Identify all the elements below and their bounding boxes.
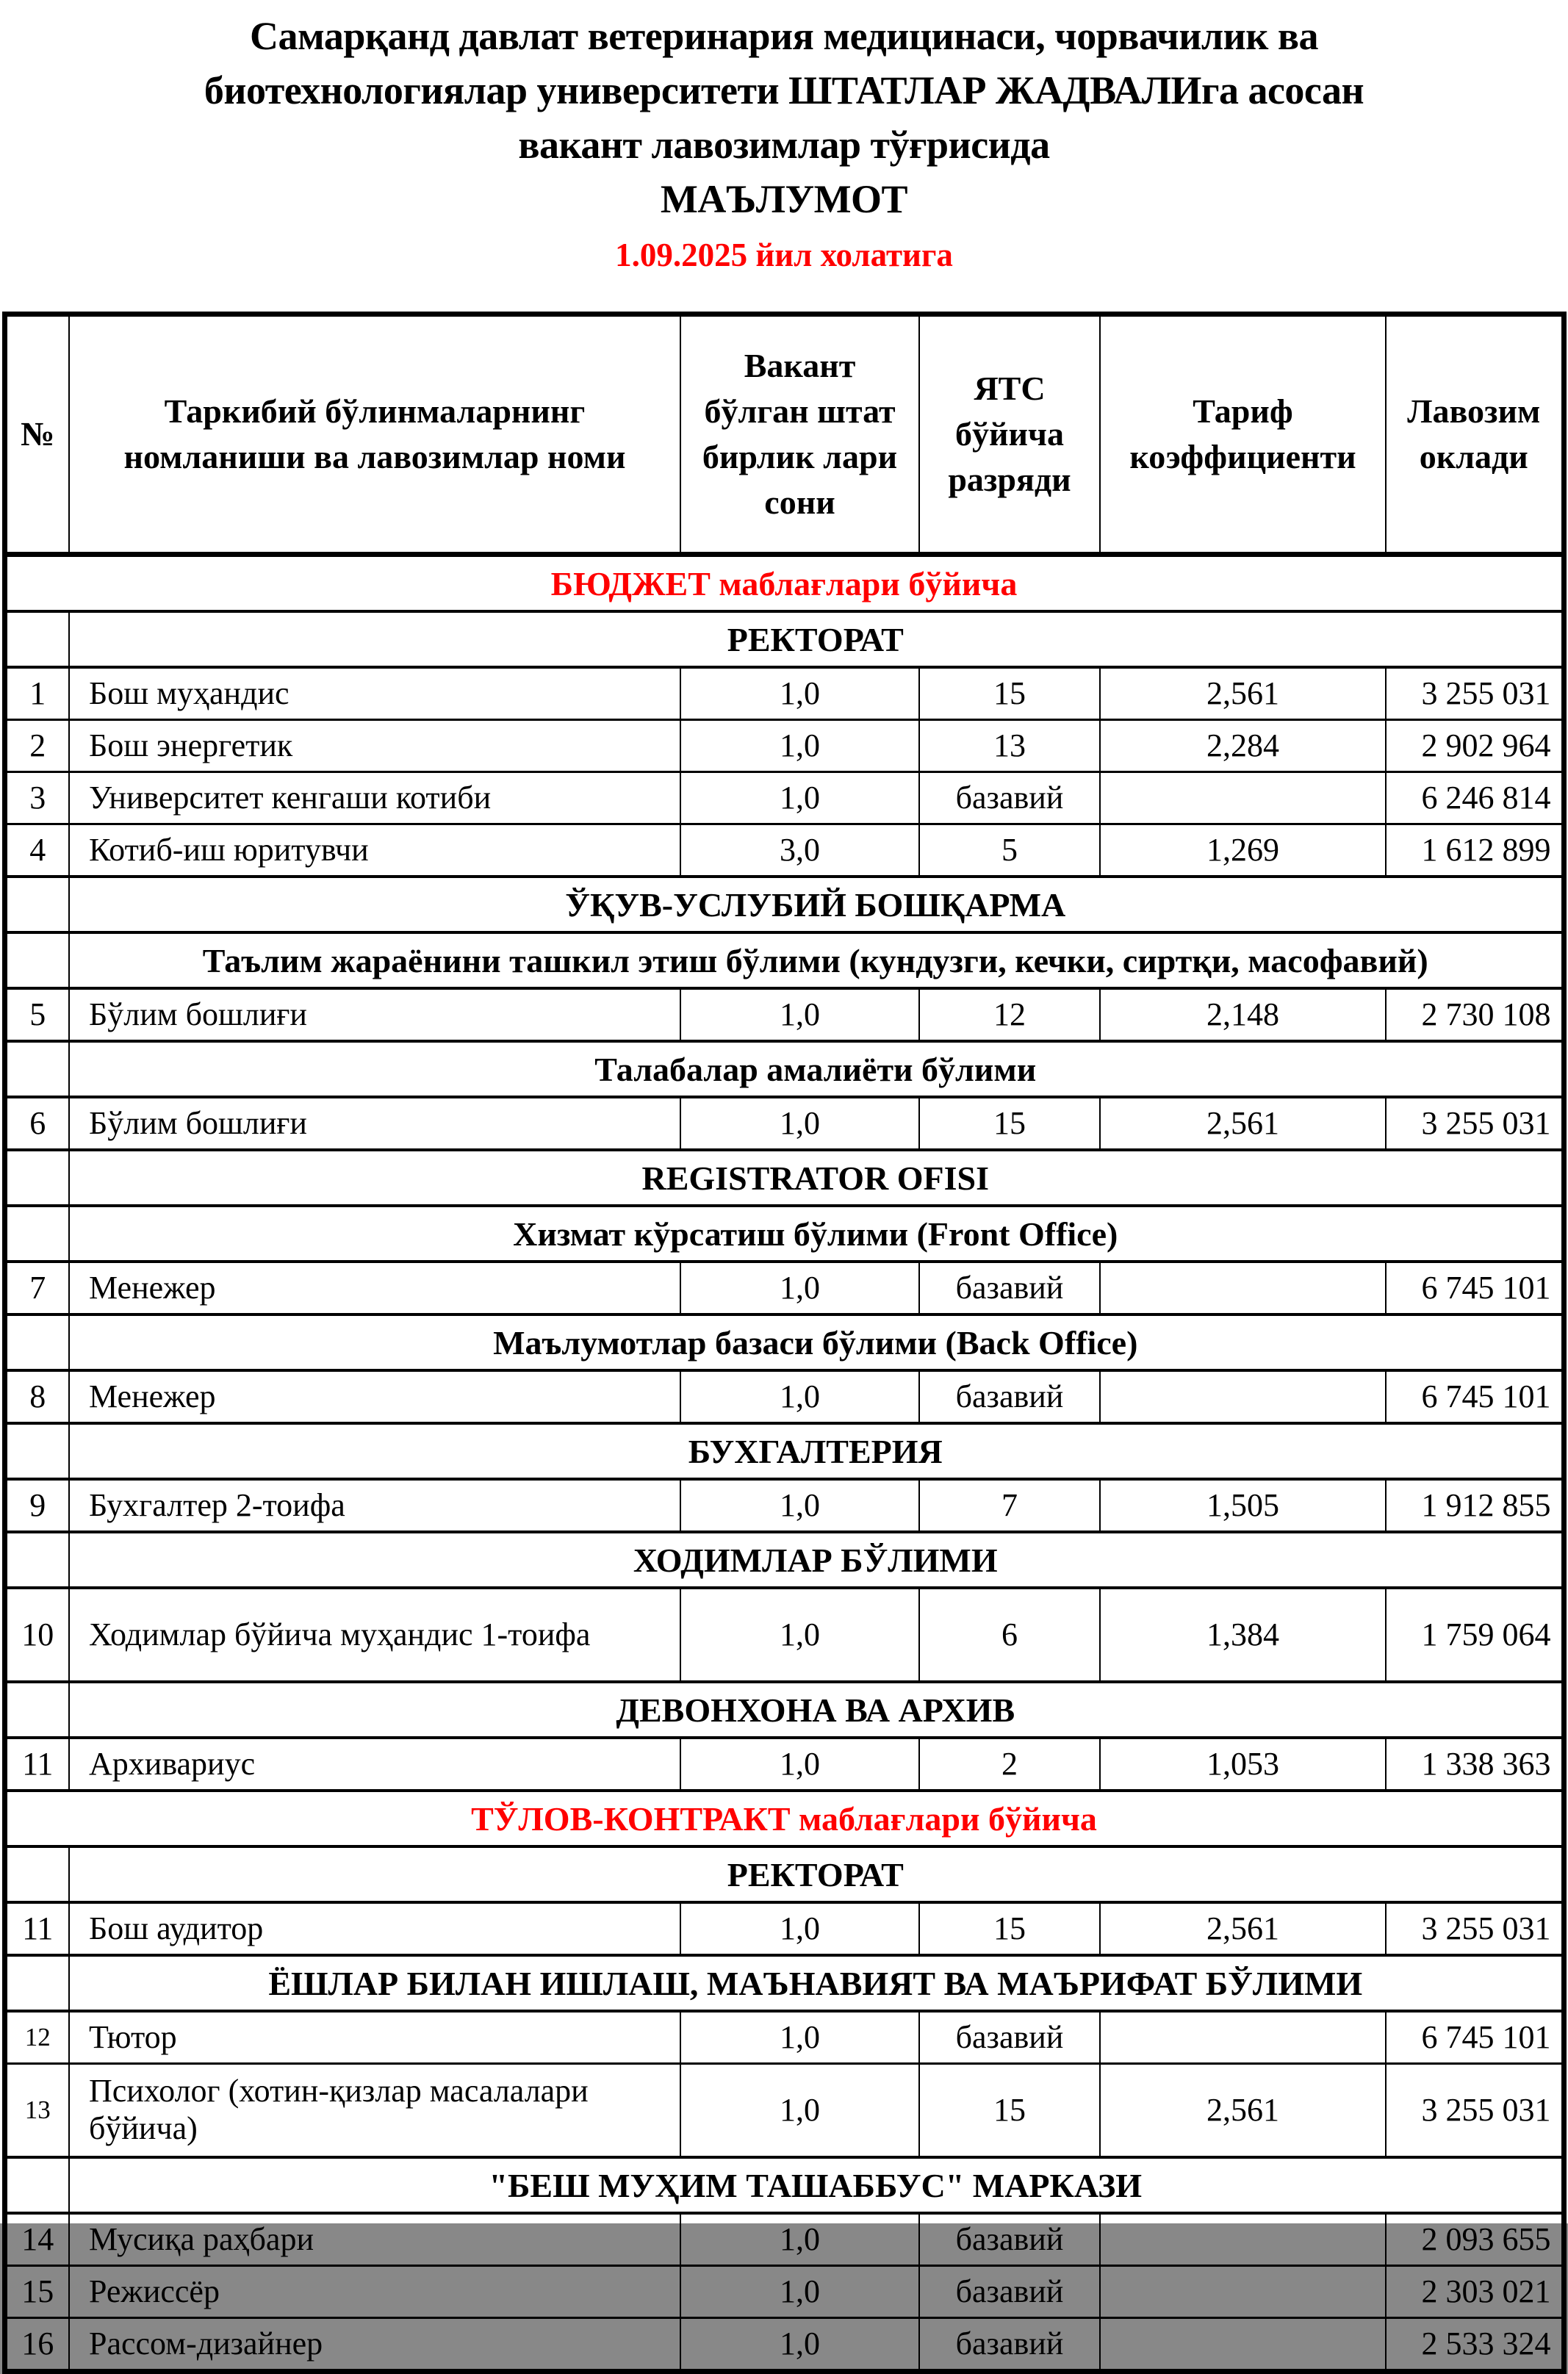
cell-name: Рассом-дизайнер (69, 2318, 680, 2372)
cell-grade: базавий (919, 1262, 1100, 1314)
empty-num-cell (4, 932, 69, 988)
section-band-label: ДЕВОНХОНА ВА АРХИВ (69, 1682, 1564, 1738)
cell-num: 13 (4, 2064, 69, 2158)
cell-salary: 3 255 031 (1386, 1097, 1564, 1150)
department-section-band (4, 1206, 1564, 1262)
empty-num-cell (4, 1955, 69, 2011)
empty-num-cell (4, 1846, 69, 1902)
department-section-band (4, 1314, 1564, 1370)
funding-section-band (4, 555, 1564, 612)
cell-coef: 1,384 (1100, 1588, 1386, 1682)
cell-salary: 6 745 101 (1386, 1370, 1564, 1423)
cell-coef (1100, 2011, 1386, 2064)
cell-count: 1,0 (680, 1588, 919, 1682)
cell-name: Режиссёр (69, 2266, 680, 2318)
cell-grade: базавий (919, 2213, 1100, 2266)
document-title-block (0, 0, 1568, 275)
cell-salary: 1 912 855 (1386, 1479, 1564, 1532)
cell-num: 8 (4, 1370, 69, 1423)
cell-salary: 2 093 655 (1386, 2213, 1564, 2266)
cell-grade: 2 (919, 1738, 1100, 1791)
cell-coef: 1,505 (1100, 1479, 1386, 1532)
cell-num: 16 (4, 2318, 69, 2372)
cell-grade: 7 (919, 1479, 1100, 1532)
empty-num-cell (4, 2157, 69, 2213)
cell-count: 1,0 (680, 2011, 919, 2064)
cell-grade: 15 (919, 1097, 1100, 1150)
cell-grade: 15 (919, 667, 1100, 720)
empty-num-cell (4, 1532, 69, 1588)
cell-name: Ходимлар бўйича муҳандис 1-тоифа (69, 1588, 680, 1682)
table-row (4, 772, 1564, 824)
table-row (4, 1479, 1564, 1532)
cell-grade: базавий (919, 772, 1100, 824)
cell-salary: 2 303 021 (1386, 2266, 1564, 2318)
section-band-label: Таълим жараёнини ташкил этиш бўлими (кундузги, кечки, сиртқи, масофавий) (69, 932, 1564, 988)
cell-num: 14 (4, 2213, 69, 2266)
section-band-label: БЮДЖЕТ маблағлари бўйича (4, 555, 1564, 612)
cell-grade: 15 (919, 2064, 1100, 2158)
department-section-band (4, 1955, 1564, 2011)
section-band-label: Хизмат кўрсатиш бўлими (Front Office) (69, 1206, 1564, 1262)
table-row (4, 1262, 1564, 1314)
cell-name: Бош муҳандис (69, 667, 680, 720)
department-section-band (4, 932, 1564, 988)
section-band-label: Маълумотлар базаси бўлими (Back Office) (69, 1314, 1564, 1370)
cell-name: Бош энергетик (69, 720, 680, 772)
department-section-band (4, 1532, 1564, 1588)
cell-grade: базавий (919, 2266, 1100, 2318)
empty-num-cell (4, 611, 69, 667)
cell-count: 3,0 (680, 824, 919, 877)
cell-coef (1100, 2318, 1386, 2372)
as-of-date-note: 1.09.2025 йил холатига (615, 237, 953, 273)
section-band-label: Талабалар амалиёти бўлими (69, 1041, 1564, 1097)
cell-num: 3 (4, 772, 69, 824)
department-section-band (4, 2157, 1564, 2213)
cell-num: 7 (4, 1262, 69, 1314)
table-row (4, 1738, 1564, 1791)
cell-num: 6 (4, 1097, 69, 1150)
cell-num: 1 (4, 667, 69, 720)
cell-grade: 12 (919, 988, 1100, 1041)
column-header-coef: Тариф коэффициенти (1100, 314, 1386, 555)
cell-count: 1,0 (680, 667, 919, 720)
title-line-2: биотехнологиялар университети ШТАТЛАР ЖАДВАЛИга асосан (204, 68, 1364, 112)
cell-salary: 1 338 363 (1386, 1738, 1564, 1791)
cell-count: 1,0 (680, 2266, 919, 2318)
section-band-label: ЁШЛАР БИЛАН ИШЛАШ, МАЪНАВИЯТ ВА МАЪРИФАТ БЎЛИМИ (69, 1955, 1564, 2011)
cell-coef: 2,284 (1100, 720, 1386, 772)
cell-count: 1,0 (680, 2318, 919, 2372)
table-row (4, 2064, 1564, 2158)
cell-coef (1100, 2213, 1386, 2266)
cell-count: 1,0 (680, 1262, 919, 1314)
cell-num: 4 (4, 824, 69, 877)
cell-salary: 1 612 899 (1386, 824, 1564, 877)
cell-count: 1,0 (680, 988, 919, 1041)
empty-num-cell (4, 1314, 69, 1370)
department-section-band (4, 1150, 1564, 1206)
cell-num: 11 (4, 1902, 69, 1955)
table-row (4, 988, 1564, 1041)
cell-coef (1100, 772, 1386, 824)
cell-count: 1,0 (680, 1902, 919, 1955)
cell-name: Менежер (69, 1370, 680, 1423)
cell-salary: 2 730 108 (1386, 988, 1564, 1041)
cell-coef (1100, 1262, 1386, 1314)
cell-coef: 2,561 (1100, 1902, 1386, 1955)
cell-name: Тютор (69, 2011, 680, 2064)
vacant-positions-table (2, 312, 1567, 2374)
cell-name: Бўлим бошлиғи (69, 1097, 680, 1150)
column-header-count: Вакант бўлган штат бирлик лари сони (680, 314, 919, 555)
department-section-band (4, 1846, 1564, 1902)
table-row (4, 2318, 1564, 2372)
cell-num: 11 (4, 1738, 69, 1791)
section-band-label: БУХГАЛТЕРИЯ (69, 1423, 1564, 1479)
cell-grade: 13 (919, 720, 1100, 772)
table-row (4, 1902, 1564, 1955)
cell-num: 15 (4, 2266, 69, 2318)
department-section-band (4, 877, 1564, 932)
department-section-band (4, 611, 1564, 667)
section-band-label: ЎҚУВ-УСЛУБИЙ БОШҚАРМА (69, 877, 1564, 932)
cell-grade: 5 (919, 824, 1100, 877)
empty-num-cell (4, 1206, 69, 1262)
empty-num-cell (4, 1682, 69, 1738)
cell-count: 1,0 (680, 772, 919, 824)
cell-name: Бухгалтер 2-тоифа (69, 1479, 680, 1532)
title-line-1: Самарқанд давлат ветеринария медицинаси, чорвачилик ва (249, 14, 1319, 58)
cell-salary: 2 902 964 (1386, 720, 1564, 772)
cell-coef: 1,269 (1100, 824, 1386, 877)
cell-coef (1100, 1370, 1386, 1423)
cell-coef: 2,561 (1100, 2064, 1386, 2158)
cell-grade: базавий (919, 2011, 1100, 2064)
cell-grade: 6 (919, 1588, 1100, 1682)
cell-salary: 2 533 324 (1386, 2318, 1564, 2372)
table-row (4, 824, 1564, 877)
cell-count: 1,0 (680, 1479, 919, 1532)
cell-grade: базавий (919, 2318, 1100, 2372)
empty-num-cell (4, 1150, 69, 1206)
cell-name: Мусиқа раҳбари (69, 2213, 680, 2266)
cell-num: 10 (4, 1588, 69, 1682)
column-header-salary: Лавозим оклади (1386, 314, 1564, 555)
cell-coef: 1,053 (1100, 1738, 1386, 1791)
funding-section-band (4, 1791, 1564, 1846)
column-header-grade: ЯТС бўйича разряди (919, 314, 1100, 555)
table-row (4, 1588, 1564, 1682)
column-header-num: № (4, 314, 69, 555)
cell-coef: 2,561 (1100, 1097, 1386, 1150)
cell-num: 2 (4, 720, 69, 772)
cell-name: Бош аудитор (69, 1902, 680, 1955)
cell-count: 1,0 (680, 2213, 919, 2266)
cell-name: Университет кенгаши котиби (69, 772, 680, 824)
empty-num-cell (4, 1423, 69, 1479)
cell-salary: 3 255 031 (1386, 1902, 1564, 1955)
table-row (4, 2213, 1564, 2266)
title-line-4: МАЪЛУМОТ (660, 177, 908, 221)
cell-salary: 3 255 031 (1386, 667, 1564, 720)
table-row (4, 1370, 1564, 1423)
table-row (4, 2266, 1564, 2318)
empty-num-cell (4, 877, 69, 932)
section-band-label: ХОДИМЛАР БЎЛИМИ (69, 1532, 1564, 1588)
cell-coef (1100, 2266, 1386, 2318)
section-band-label: ТЎЛОВ-КОНТРАКТ маблағлари бўйича (4, 1791, 1564, 1846)
title-line-3: вакант лавозимлар тўғрисида (518, 123, 1050, 167)
empty-num-cell (4, 1041, 69, 1097)
cell-num: 12 (4, 2011, 69, 2064)
cell-count: 1,0 (680, 1370, 919, 1423)
cell-name: Бўлим бошлиғи (69, 988, 680, 1041)
cell-count: 1,0 (680, 1738, 919, 1791)
cell-grade: 15 (919, 1902, 1100, 1955)
table-row (4, 667, 1564, 720)
department-section-band (4, 1423, 1564, 1479)
cell-salary: 6 246 814 (1386, 772, 1564, 824)
cell-coef: 2,561 (1100, 667, 1386, 720)
cell-num: 5 (4, 988, 69, 1041)
table-header-row (4, 314, 1564, 555)
cell-coef: 2,148 (1100, 988, 1386, 1041)
table-row (4, 1097, 1564, 1150)
section-band-label: "БЕШ МУҲИМ ТАШАББУС" МАРКАЗИ (69, 2157, 1564, 2213)
cell-name: Менежер (69, 1262, 680, 1314)
cell-salary: 6 745 101 (1386, 2011, 1564, 2064)
cell-count: 1,0 (680, 720, 919, 772)
cell-count: 1,0 (680, 1097, 919, 1150)
cell-num: 9 (4, 1479, 69, 1532)
department-section-band (4, 1041, 1564, 1097)
section-band-label: РЕКТОРАТ (69, 611, 1564, 667)
cell-name: Психолог (хотин-қизлар масалалари бўйича) (69, 2064, 680, 2158)
cell-grade: базавий (919, 1370, 1100, 1423)
cell-salary: 3 255 031 (1386, 2064, 1564, 2158)
table-row (4, 2011, 1564, 2064)
cell-name: Котиб-иш юритувчи (69, 824, 680, 877)
cell-salary: 1 759 064 (1386, 1588, 1564, 1682)
table-row (4, 720, 1564, 772)
column-header-name: Таркибий бўлинмаларнинг номланиши ва лавозимлар номи (69, 314, 680, 555)
section-band-label: РЕКТОРАТ (69, 1846, 1564, 1902)
department-section-band (4, 1682, 1564, 1738)
cell-count: 1,0 (680, 2064, 919, 2158)
section-band-label: REGISTRATOR OFISI (69, 1150, 1564, 1206)
cell-name: Архивариус (69, 1738, 680, 1791)
cell-salary: 6 745 101 (1386, 1262, 1564, 1314)
